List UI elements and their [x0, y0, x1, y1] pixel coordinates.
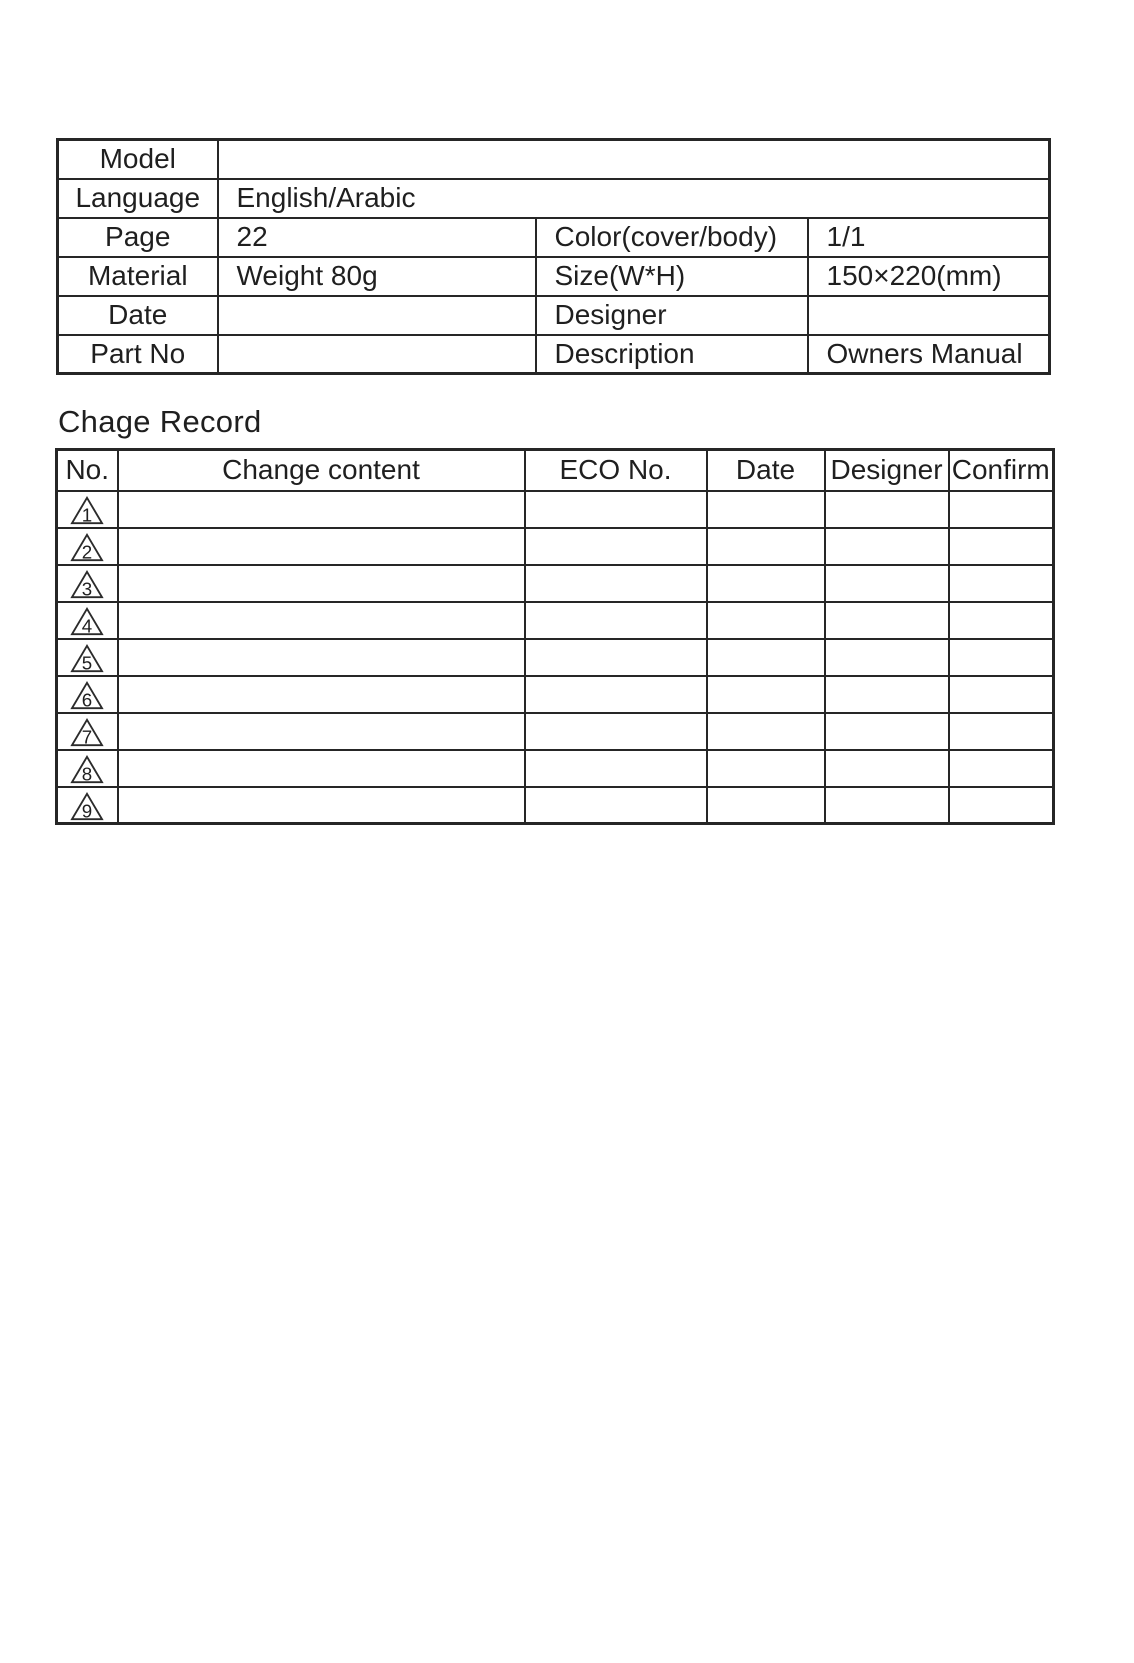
revision-number: 7 [82, 726, 93, 747]
revision-number: 8 [82, 763, 93, 784]
spec-label-language: Language [58, 179, 218, 218]
change-record-row [57, 787, 1054, 824]
spec-row-date-designer [58, 296, 1050, 335]
change-record-header-row [57, 450, 1054, 491]
designer-cell [825, 787, 949, 824]
revision-number: 4 [82, 615, 93, 636]
revision-number: 2 [82, 541, 93, 562]
row-no-cell [57, 750, 118, 787]
column-header-change-content: Change content [118, 450, 525, 491]
column-header-eco-no: ECO No. [525, 450, 707, 491]
row-no-cell [57, 491, 118, 528]
designer-cell [825, 528, 949, 565]
spec-row-partno-description [58, 335, 1050, 374]
change-record-row [57, 676, 1054, 713]
column-header-no: No. [57, 450, 118, 491]
eco-no-cell [525, 676, 707, 713]
change-record-table [55, 448, 1055, 825]
eco-no-cell [525, 750, 707, 787]
designer-cell [825, 491, 949, 528]
change-record-row [57, 713, 1054, 750]
designer-cell [825, 602, 949, 639]
confirm-cell [949, 639, 1054, 676]
change-record-row [57, 750, 1054, 787]
designer-cell [825, 565, 949, 602]
revision-triangle-icon [70, 717, 104, 747]
change-content-cell [118, 602, 525, 639]
date-cell [707, 491, 825, 528]
confirm-cell [949, 787, 1054, 824]
row-no-cell [57, 565, 118, 602]
designer-cell [825, 713, 949, 750]
spec-label-part-no: Part No [58, 335, 218, 374]
spec-value-part-no [218, 335, 536, 374]
spec-label-description: Description [536, 335, 808, 374]
spec-label-date: Date [58, 296, 218, 335]
spec-value-material: Weight 80g [218, 257, 536, 296]
row-no-cell [57, 639, 118, 676]
spec-row-material-size [58, 257, 1050, 296]
designer-cell [825, 639, 949, 676]
change-record-row [57, 565, 1054, 602]
confirm-cell [949, 713, 1054, 750]
revision-triangle-icon [70, 680, 104, 710]
spec-label-material: Material [58, 257, 218, 296]
spec-row-language [58, 179, 1050, 218]
eco-no-cell [525, 639, 707, 676]
row-no-cell [57, 713, 118, 750]
spec-row-page-color [58, 218, 1050, 257]
spec-table [56, 138, 1051, 375]
row-no-cell [57, 528, 118, 565]
change-content-cell [118, 787, 525, 824]
change-content-cell [118, 491, 525, 528]
column-header-designer: Designer [825, 450, 949, 491]
spec-value-size: 150×220(mm) [808, 257, 1050, 296]
eco-no-cell [525, 713, 707, 750]
revision-triangle-icon [70, 495, 104, 525]
confirm-cell [949, 491, 1054, 528]
revision-number: 5 [82, 652, 93, 673]
revision-triangle-icon [70, 606, 104, 636]
column-header-date: Date [707, 450, 825, 491]
eco-no-cell [525, 491, 707, 528]
date-cell [707, 639, 825, 676]
spec-label-designer: Designer [536, 296, 808, 335]
eco-no-cell [525, 565, 707, 602]
eco-no-cell [525, 602, 707, 639]
confirm-cell [949, 676, 1054, 713]
spec-label-size: Size(W*H) [536, 257, 808, 296]
change-content-cell [118, 750, 525, 787]
spec-value-page: 22 [218, 218, 536, 257]
row-no-cell [57, 602, 118, 639]
designer-cell [825, 750, 949, 787]
revision-triangle-icon [70, 643, 104, 673]
date-cell [707, 528, 825, 565]
date-cell [707, 713, 825, 750]
spec-value-date [218, 296, 536, 335]
confirm-cell [949, 750, 1054, 787]
change-content-cell [118, 565, 525, 602]
revision-number: 3 [82, 578, 93, 599]
spec-label-model: Model [58, 140, 218, 179]
spec-value-description: Owners Manual [808, 335, 1050, 374]
date-cell [707, 602, 825, 639]
change-record-row [57, 491, 1054, 528]
change-record-row [57, 639, 1054, 676]
revision-triangle-icon [70, 791, 104, 821]
spec-label-page: Page [58, 218, 218, 257]
change-record-row [57, 528, 1054, 565]
change-content-cell [118, 528, 525, 565]
revision-number: 9 [82, 800, 93, 821]
confirm-cell [949, 602, 1054, 639]
spec-value-designer [808, 296, 1050, 335]
revision-triangle-icon [70, 569, 104, 599]
spec-value-language: English/Arabic [218, 179, 1050, 218]
change-record-row [57, 602, 1054, 639]
date-cell [707, 676, 825, 713]
eco-no-cell [525, 528, 707, 565]
row-no-cell [57, 676, 118, 713]
spec-label-color: Color(cover/body) [536, 218, 808, 257]
revision-number: 1 [82, 504, 93, 525]
change-content-cell [118, 639, 525, 676]
eco-no-cell [525, 787, 707, 824]
change-content-cell [118, 676, 525, 713]
change-record-heading: Chage Record [58, 404, 262, 439]
confirm-cell [949, 528, 1054, 565]
spec-row-model [58, 140, 1050, 179]
date-cell [707, 750, 825, 787]
change-content-cell [118, 713, 525, 750]
revision-number: 6 [82, 689, 93, 710]
revision-triangle-icon [70, 754, 104, 784]
date-cell [707, 565, 825, 602]
confirm-cell [949, 565, 1054, 602]
spec-value-model [218, 140, 1050, 179]
revision-triangle-icon [70, 532, 104, 562]
column-header-confirm: Confirm [949, 450, 1054, 491]
spec-value-color: 1/1 [808, 218, 1050, 257]
row-no-cell [57, 787, 118, 824]
date-cell [707, 787, 825, 824]
designer-cell [825, 676, 949, 713]
